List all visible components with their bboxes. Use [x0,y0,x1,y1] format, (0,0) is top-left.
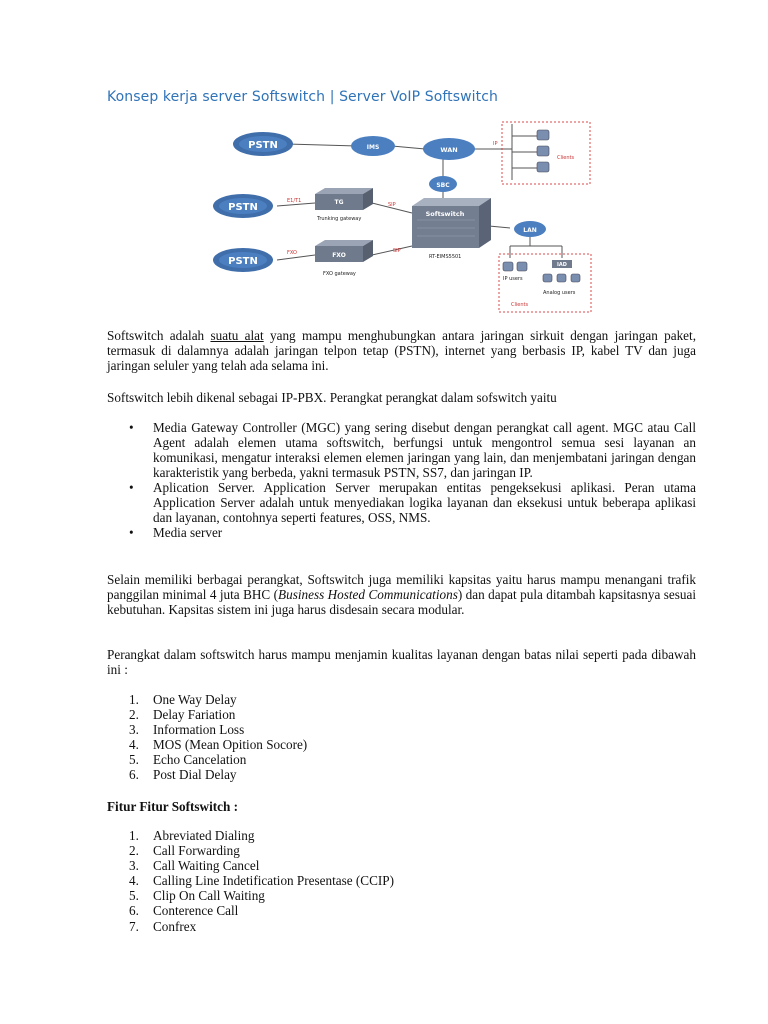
qos-numbered-list [107,692,696,783]
sip-label-top: SIP [388,202,396,208]
softswitch-chassis [412,198,491,248]
list-item: • Media Gateway Controller (MGC) yang sering disebut dengan perangkat call agent. MGC atau Call Agent adalah elemen utama softswitch, berfungsi untuk mengontrol semua sesi layanan an komunikasi, mengatur interaksi elemen elemen jaringan yang lain, dan menjembatani jaringan dengan karakteristik yang berbeda, yakni termasuk PSTN, SS7, dan jaringan IP. [129,420,696,480]
list-item: 2. Delay Fariation [129,707,236,723]
analog-phone-icon [543,274,580,282]
svg-text:LAN: LAN [523,227,537,234]
fxo-gateway-device [315,240,373,262]
list-item: • Media server [129,525,223,540]
svg-text:PSTN: PSTN [228,256,258,267]
trunking-gateway-label: Trunking gateway [317,216,362,222]
list-item: 1. Abreviated Dialing [129,828,255,843]
svg-text:SBC: SBC [436,182,450,189]
suatu-alat-link[interactable]: suatu alat [210,328,264,343]
device-bullet-list [107,420,696,540]
list-item: 6. Post Dial Delay [129,767,237,783]
list-item: 3. Call Waiting Cancel [129,858,260,874]
clients-label: Clients [557,155,575,161]
page-title: Konsep kerja server Softswitch | Server VoIP Softswitch [107,89,499,105]
svg-text:IMS: IMS [366,144,380,151]
lan-node [514,221,546,237]
pstn-cloud-middle [213,194,273,218]
iad-device [552,260,572,268]
e1t1-label: E1/T1 [287,198,302,204]
list-item: 5. Clip On Call Waiting [129,888,265,904]
list-item: 6. Conterence Call [129,903,239,919]
client-phone-icon [537,130,549,172]
svg-text:TG: TG [334,199,344,206]
svg-text:Softswitch: Softswitch [425,210,465,218]
list-item: 3. Information Loss [129,722,245,738]
analog-users-label: Analog users [543,290,576,296]
fitur-numbered-list [107,828,696,934]
ip-link-label: IP [493,141,498,147]
svg-text:PSTN: PSTN [248,140,278,151]
svg-text:WAN: WAN [440,146,458,154]
list-item: 5. Echo Cancelation [129,752,247,768]
ip-user-phone-icon [503,262,527,271]
pstn-cloud-bottom [213,248,273,272]
paragraph-intro: Softswitch adalah suatu alat yang mampu menghubungkan antara jaringan sirkuit dengan jaringan paket, termasuk di dalamnya adalah jaringan telpon tetap (PSTN), internet yang berbasis IP, kabel TV dan juga jaringan seluler yang telah ada selama ini. [107,328,696,373]
ip-users-label: IP users [503,276,523,282]
paragraph-qos: Perangkat dalam softswitch harus mampu menjamin kualitas layanan dengan batas nilai seperti pada dibawah ini : [107,647,696,677]
ims-cloud [351,136,395,156]
list-item: • Aplication Server. Application Server merupakan entitas pengeksekusi aplikasi. Peran utama Application Server adalah untuk menyediakan logika layanan dan eksekusi untuk beberapa aplikasi dan layanan, contohnya seperti features, OSS, NMS. [129,480,696,525]
list-item: 4. Calling Line Indetification Presentase (CCIP) [129,873,394,889]
svg-text:PSTN: PSTN [228,202,258,213]
wan-cloud [423,138,475,160]
fxo-link-label: FXO [287,250,297,256]
rt-model-label: RT-EIMS5501 [429,254,462,260]
list-item: 4. MOS (Mean Opition Socore) [129,737,308,753]
clients-bottom-label: Clients [511,302,529,308]
softswitch-network-diagram [207,118,599,318]
fitur-heading: Fitur Fitur Softswitch : [107,799,239,814]
fxo-gateway-label: FXO gateway [323,271,356,277]
trunking-gateway-device [315,188,373,210]
pstn-cloud-top [233,132,293,156]
list-item: 2. Call Forwarding [129,843,240,859]
sbc-node [429,176,457,192]
paragraph-capacity: Selain memiliki berbagai perangkat, Softswitch juga memiliki kapsitas yaitu harus mampu menangani trafik panggilan minimal 4 juta BHC (Business Hosted Communications) dan dapat pula ditambah kapsitasnya sesuai kebutuhan. Kapsitas sistem ini juga harus disdesain secara modular. [107,572,696,617]
paragraph-ippbx: Softswitch lebih dikenal sebagai IP-PBX. Perangkat perangkat dalam sofswitch yaitu [107,390,557,405]
list-item: 1. One Way Delay [129,692,237,707]
svg-text:IAD: IAD [557,262,567,268]
list-item: 7. Confrex [129,918,197,934]
svg-text:FXO: FXO [332,252,346,259]
sip-label-bottom: SIP [393,248,401,254]
